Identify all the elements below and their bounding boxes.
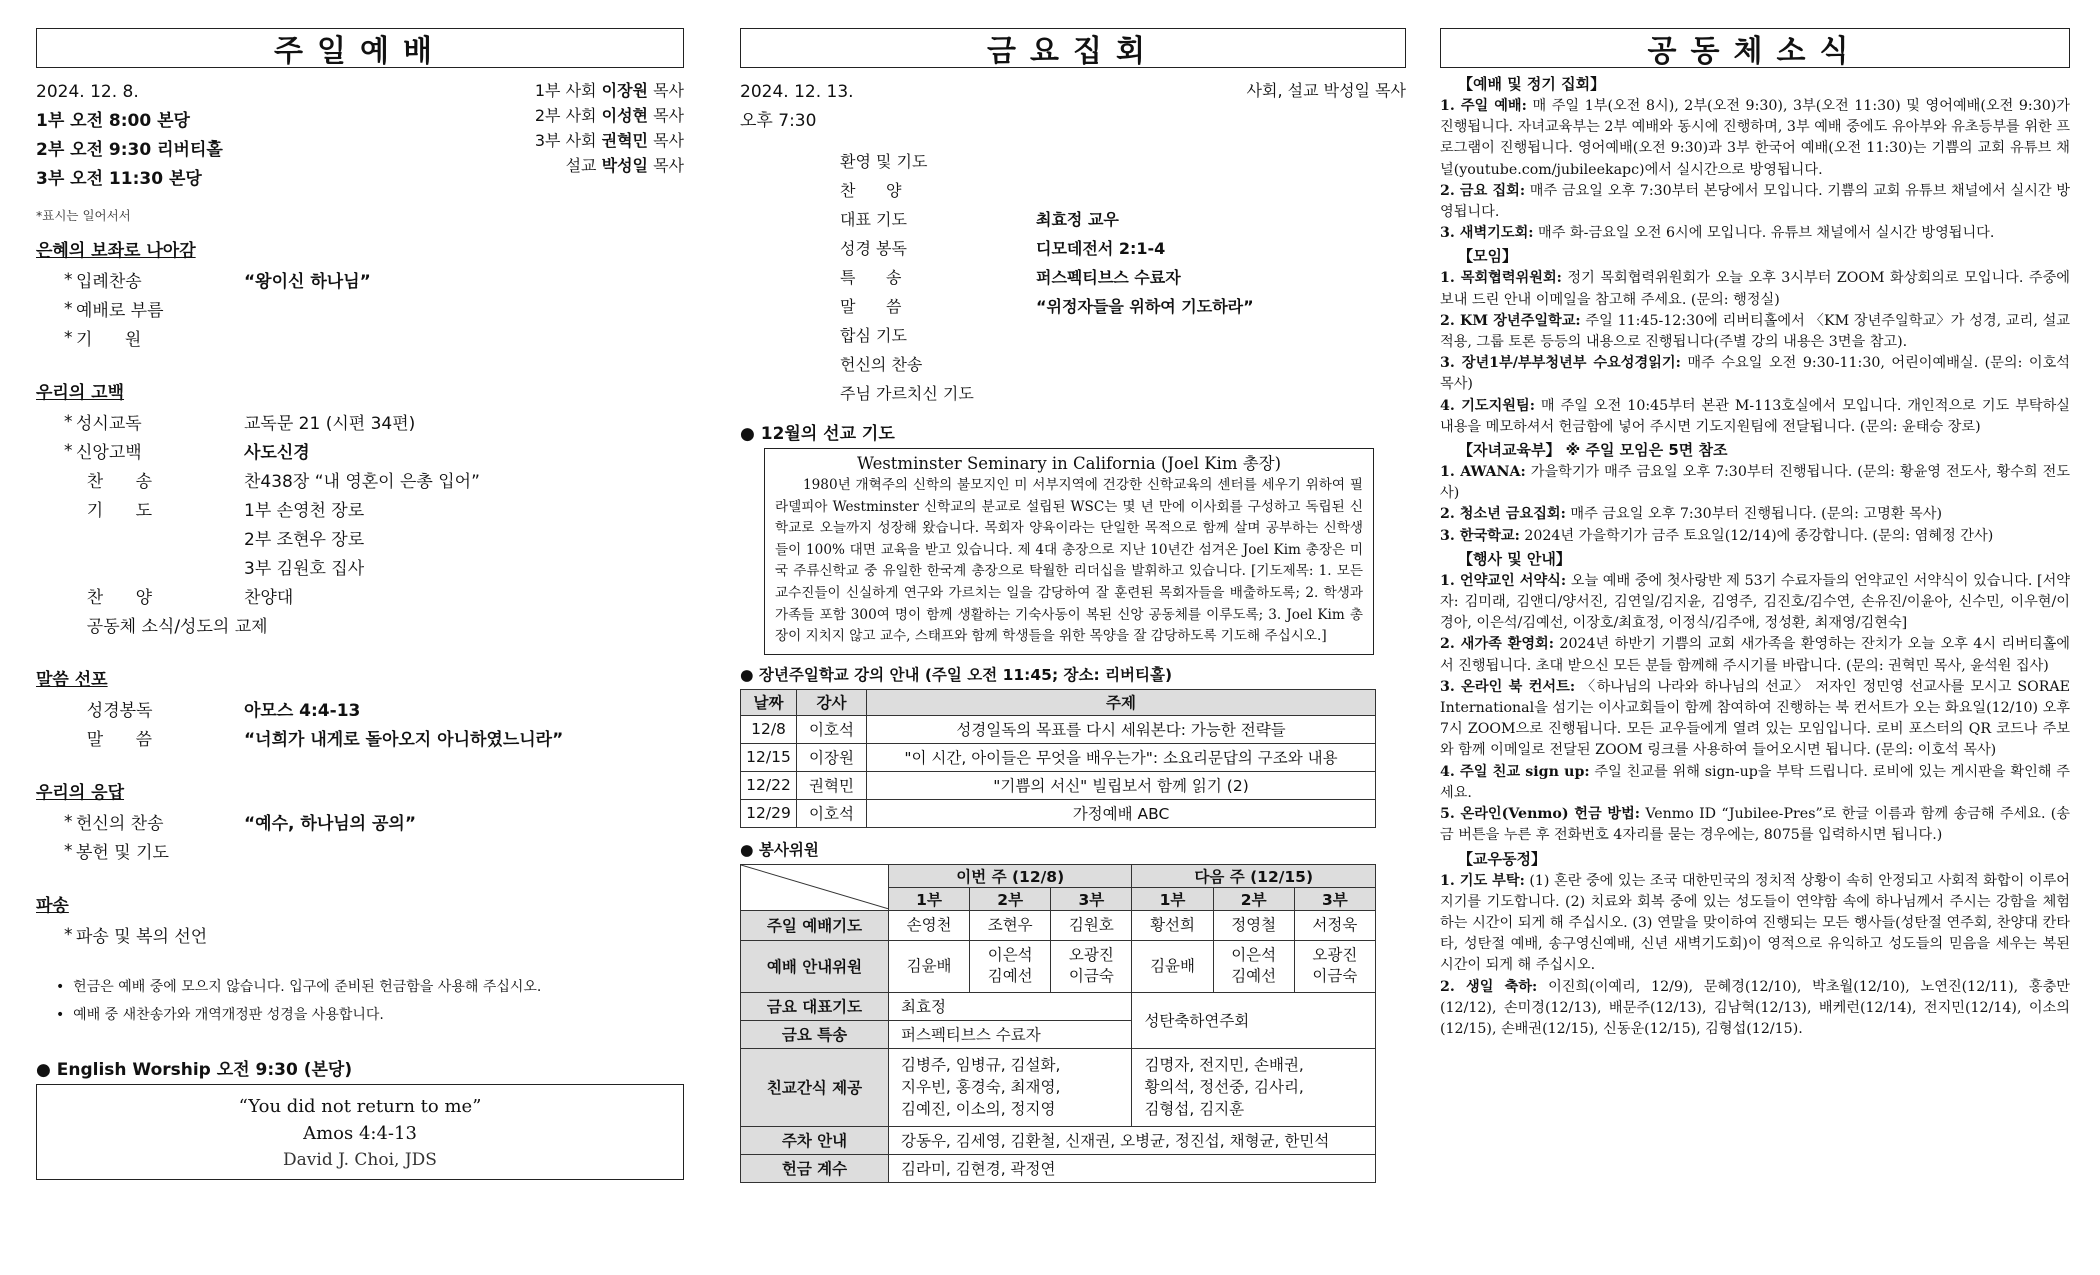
- school-table-header: 날짜 강사 주제: [741, 689, 1376, 715]
- offering-value: 김라미, 김현경, 곽정연: [889, 1154, 1376, 1182]
- fri-next-value: 성탄축하연주회: [1132, 992, 1376, 1048]
- worship-item: * 예배로 부름: [64, 298, 164, 321]
- usher-cell: 오광진 이금숙: [1051, 940, 1132, 992]
- english-worship-box: [36, 1084, 684, 1180]
- sunday-info: [36, 78, 684, 194]
- worship-item: 성경봉독 아모스 4:4-13: [76, 701, 361, 721]
- worship-item: 말 씀 “너희가 내게로 돌아오지 아니하였느니라”: [76, 730, 564, 750]
- news-item: 4. 주일 친교 sign up: 주일 친교를 위해 sign-up을 부탁 드립니다. 로비에 있는 게시판을 확인해 주세요.: [1440, 763, 2070, 801]
- sunday-column: [36, 28, 684, 1180]
- section-title: 은혜의 보좌로 나아감: [36, 241, 196, 261]
- news-section-label: 【행사 및 안내】: [1458, 549, 1571, 568]
- section-title: 파송: [36, 896, 69, 916]
- friday-order-item: 환영 및 기도: [840, 152, 928, 171]
- worship-item: 3부 김원호 집사: [244, 559, 365, 579]
- diagonal-cell: [741, 864, 889, 910]
- news-item: 2. 금요 집회: 매주 금요일 오후 7:30부터 본당에서 모입니다. 기쁨의 교회 유튜브 채널에서 실시간 방영됩니다.: [1440, 182, 2070, 221]
- friday-order-item: 합심 기도: [840, 326, 907, 345]
- standing-note: *표시는 일어서서: [36, 208, 131, 223]
- friday-header: 금요집회: [740, 28, 1406, 68]
- news-header: 공동체소식: [1440, 28, 2070, 68]
- prayer-cell: 서정욱: [1294, 910, 1375, 940]
- host-name: 권혁민: [601, 131, 648, 150]
- school-row: 12/22 권혁민 "기쁨의 서신" 빌립보서 함께 읽기 (2): [741, 771, 1376, 799]
- section-title: 말씀 선포: [36, 670, 108, 690]
- prayer-cell: 손영천: [889, 910, 970, 940]
- friday-order-item: 대표 기도 최효정 교우: [840, 210, 1119, 229]
- worship-item: 찬 양 찬양대: [76, 588, 294, 608]
- news-item: 2. 생일 축하: 이진희(이예리, 12/9), 문혜경(12/10), 박초월(12/10), 노연진(12/11), 홍충만(12/12), 손미경(12/13), 배문주(12/13), 김남혁(12/13), 배케런(12/14), 전지민(12/14), 이소의(12/15), 손배권(12/15), 신동운(12/15), 김형섭(12/15).: [1440, 978, 2071, 1037]
- host-line: 1부 사회 이장원 목사: [534, 81, 684, 100]
- parking-value: 강동우, 김세영, 김환철, 신재권, 오병균, 정진섭, 채형균, 한민석: [889, 1126, 1376, 1154]
- volunteers-table: 이번 주 (12/8) 다음 주 (12/15) 1부 2부 3부 1부 2부 3부 주일 예배기도 손영천 조현우 김원호 황선희 정영철 서정욱 예배 안내위원 김윤배 이은석 김예선 오광진 이금숙 김윤배 이은석 김예선 오광진 이금숙 금요 대표기도 최효정 성탄축하연주회 금요 특송 퍼스펙티브스 수료자 친교간식 제공 김병주, 임병규, 김설화, 지우빈, 홍경숙, 최재영, 김예진, 이소의, 정지영 김명자, 전지민, 손배권, 황의석, 정선중, 김사리, 김형섭, 김지훈 주차 안내 강동우, 김세영, 김환철, 신재권, 오병균, 정진섭, 채형균, 한민석 헌금 계수 김라미, 김현경, 곽정연: [740, 864, 1376, 1183]
- fri-special-label: 금요 특송: [741, 1020, 889, 1048]
- worship-item: * 성시교독 교독문 21 (시편 34편): [64, 411, 416, 434]
- snack-next: 김명자, 전지민, 손배권, 황의석, 정선중, 김사리, 김형섭, 김지훈: [1132, 1048, 1376, 1126]
- school-title: ● 장년주일학교 강의 안내 (주일 오전 11:45; 장소: 리버티홀): [740, 665, 1173, 684]
- prayer-cell: 조현우: [970, 910, 1051, 940]
- news-item: 1. 주일 예배: 매 주일 1부(오전 8시), 2부(오전 9:30), 3부(오전 11:30) 및 영어예배(오전 9:30)가 진행됩니다. 자녀교육부는 2부 예배와 동시에 진행하며, 3부 예배 중에도 유아부와 유초등부를 위한 프로그램이 진행됩니다. 영어예배(오전 9:30)과 3부 한국어 예배(오전 11:30)는 기쁨의 교회 유튜브 채널(youtube.com/jubileekapc)에서 실시간으로 방영됩니다.: [1440, 98, 2070, 178]
- school-row: 12/8 이호석 성경일독의 목표를 다시 세워본다: 가능한 전략들: [741, 715, 1376, 743]
- news-item: 3. 장년1부/부부청년부 수요성경읽기: 매주 수요일 오전 9:30-11:30, 어린이예배실. (문의: 이호석 목사): [1440, 355, 2070, 393]
- worship-item: * 봉헌 및 기도: [64, 840, 169, 863]
- snack-this: 김병주, 임병규, 김설화, 지우빈, 홍경숙, 최재영, 김예진, 이소의, 정지영: [889, 1048, 1132, 1126]
- news-item: 1. AWANA: 가을학기가 매주 금요일 오후 7:30부터 진행됩니다. (문의: 황윤영 전도사, 황수희 전도사): [1440, 464, 2071, 502]
- service-2: 2부 오전 9:30 리버티홀: [36, 140, 223, 160]
- usher-cell: 이은석 김예선: [970, 940, 1051, 992]
- sunday-hosts: [535, 78, 684, 194]
- english-sermon-title: “You did not return to me”: [238, 1096, 482, 1117]
- sunday-date: 2024. 12. 8.: [36, 82, 139, 102]
- diagonal-line: [741, 865, 889, 909]
- mission-box-title: Westminster Seminary in California (Joel Kim 총장): [856, 454, 1282, 473]
- worship-item: * 기 원: [64, 327, 142, 350]
- prayer-cell: 황선희: [1132, 910, 1213, 940]
- usher-label: 예배 안내위원: [741, 940, 889, 992]
- mission-title: ● 12월의 선교 기도: [740, 424, 895, 444]
- english-preacher: David J. Choi, JDS: [283, 1150, 437, 1170]
- section-title: 우리의 고백: [36, 383, 125, 403]
- news-item: 1. 언약교인 서약식: 오늘 예배 중에 첫사랑반 제 53기 수료자들의 언약교인 서약식이 있습니다. [서약자: 김미래, 김앤디/양서진, 김연일/김지윤, 김영주, 김진호/김수연, 손유진/이윤아, 신수민, 이우현/이경아, 이은석/김예선, 이장호/최효정, 이정식/김주애, 정성환, 최재영/김현숙]: [1440, 572, 2070, 632]
- host-line: 설교 박성일 목사: [565, 156, 684, 175]
- service-1: 1부 오전 8:00 본당: [36, 111, 190, 131]
- host-line: 3부 사회 권혁민 목사: [534, 131, 684, 150]
- news-column: [1440, 28, 2070, 1040]
- worship-item: * 신앙고백 사도신경: [64, 440, 310, 463]
- mission-text: 1980년 개혁주의 신학의 불모지인 미 서부지역에 건강한 신학교육의 센터를 세우기 위하여 필라델피아 Westminster 신학교의 분교로 설립된 WSC는 몇 년 만에 이사회를 구성하고 독립된 신학교로 오늘까지 성장해 왔습니다. 목회자 양육이라는 단일한 목적으로 함께 살며 공부하는 신학생들이 100% 대면 교육을 받고 있습니다. 제 4대 총장으로 지난 10년간 섬겨온 Joel Kim 총장은 미국 주류신학교 중 유일한 한국계 총장으로 탁월한 리더십을 발휘하고 있습니다. [기도제목: 1. 모든 교수진들이 신실하게 연구와 가르치는 일을 감당하여 잘 훈련된 목회자들을 배출하도록; 2. 학생과 가족들 포함 300여 명이 함께 생활하는 기숙사동이 복된 신앙 공동체를 이루도록; 3. Joel Kim 총장이 지치지 않고 교수, 스태프와 함께 학생들을 위한 목양을 잘 감당하도록 기도해 주십시오.]: [775, 477, 1363, 645]
- news-item: 3. 온라인 북 컨서트: 〈하나님의 나라와 하나님의 선교〉 저자인 정민영 선교사를 모시고 SORAE International을 섬기는 이사교회들이 함께 참여하여 진행하는 북 컨서트가 오는 화요일(12/10) 오후 7시 ZOOM으로 진행됩니다. 모든 교우들에게 열려 있는 모임입니다. 로비 포스터의 QR 코드나 주보와 함께 이메일로 전달된 ZOOM 링크를 사용하여 들어오시면 됩니다. (문의: 이호석 목사): [1440, 678, 2070, 759]
- worship-item: 찬 송 찬438장 “내 영혼이 은총 입어”: [76, 472, 480, 492]
- friday-date: 2024. 12. 13.: [740, 82, 854, 102]
- host-name: 박성일: [601, 156, 648, 175]
- prayer-cell: 김원호: [1051, 910, 1132, 940]
- mission-box: [764, 448, 1374, 655]
- section-title: 우리의 응답: [36, 783, 125, 803]
- offering-label: 헌금 계수: [741, 1154, 889, 1182]
- news-item: 3. 새벽기도회: 매주 화-금요일 오전 6시에 모입니다. 유튜브 채널에서 실시간 방영됩니다.: [1440, 225, 1995, 242]
- friday-host: 사회, 설교 박성일 목사: [1246, 81, 1406, 100]
- usher-cell: 김윤배: [889, 940, 970, 992]
- worship-item: 공동체 소식/성도의 교제: [76, 617, 268, 637]
- host-line: 2부 사회 이성현 목사: [534, 106, 684, 125]
- friday-info: [740, 78, 1406, 136]
- prayer-label: 주일 예배기도: [741, 910, 889, 940]
- order-of-worship: [36, 236, 684, 949]
- parking-label: 주차 안내: [741, 1126, 889, 1154]
- english-scripture: Amos 4:4-13: [303, 1123, 417, 1144]
- fri-special-value: 퍼스펙티브스 수료자: [889, 1020, 1132, 1048]
- news-item: 5. 온라인(Venmo) 헌금 방법: Venmo ID “Jubilee-Pres”로 한글 이름과 함께 송금해 주세요. (송금 버튼을 누른 후 전화번호 4자리를 묻는 경우에는, 8075를 입력하시면 됩니다.): [1440, 806, 2070, 844]
- usher-cell: 김윤배: [1132, 940, 1213, 992]
- news-item: 2. KM 장년주일학교: 주일 11:45-12:30에 리버티홀에서 〈KM 장년주일학교〉가 성경, 교리, 설교 적용, 그룹 토론 등등의 내용으로 진행됩니다(주별 강의 내용은 3면을 참고).: [1440, 312, 2070, 351]
- host-name: 이장원: [601, 81, 648, 100]
- news-item: 2. 새가족 환영회: 2024년 하반기 기쁨의 교회 새가족을 환영하는 잔치가 오늘 오후 4시 리버티홀에서 진행됩니다. 초대 받으신 모든 분들 함께해 주시기를 바랍니다. (문의: 권혁민 목사, 윤석원 집사): [1440, 636, 2070, 674]
- news-section-label: 【모임】: [1458, 247, 1517, 266]
- news-section-label: 【예배 및 정기 집회】: [1458, 75, 1606, 93]
- friday-order-item: 찬 양: [840, 181, 902, 200]
- usher-cell: 이은석 김예선: [1213, 940, 1294, 992]
- friday-order-item: 말 씀 “위정자들을 위하여 기도하라”: [840, 297, 1254, 316]
- friday-time: 오후 7:30: [740, 111, 817, 131]
- sunday-notices: [36, 973, 684, 1029]
- fri-prayer-value: 최효정: [889, 992, 1132, 1020]
- news-item: 2. 청소년 금요집회: 매주 금요일 오후 7:30부터 진행됩니다. (문의: 고명환 목사): [1440, 506, 1942, 523]
- school-table: [740, 689, 1376, 828]
- worship-item: * 헌신의 찬송 “예수, 하나님의 공의”: [64, 811, 417, 834]
- prayer-cell: 정영철: [1213, 910, 1294, 940]
- this-week-header: 이번 주 (12/8): [889, 864, 1132, 887]
- friday-order-item: 헌신의 찬송: [840, 355, 923, 374]
- service-3: 3부 오전 11:30 본당: [36, 169, 202, 189]
- usher-cell: 오광진 이금숙: [1294, 940, 1375, 992]
- notice-1: • 헌금은 예배 중에 모으지 않습니다. 입구에 준비된 헌금함을 사용해 주십시오.: [56, 979, 542, 995]
- volunteers-title: ● 봉사위원: [740, 840, 819, 859]
- friday-order: [740, 146, 1406, 407]
- friday-order-item: 특 송 퍼스펙티브스 수료자: [840, 268, 1181, 287]
- sunday-header: 주일예배: [36, 28, 684, 68]
- host-name: 이성현: [601, 106, 648, 125]
- friday-column: [740, 28, 1406, 1183]
- news-section-label: 【자녀교육부】 ※ 주일 모임은 5면 참조: [1458, 441, 1728, 460]
- news-section-label: 【교우동정】: [1458, 849, 1546, 868]
- friday-order-item: 성경 봉독 디모데전서 2:1-4: [840, 239, 1166, 258]
- fri-prayer-label: 금요 대표기도: [741, 992, 889, 1020]
- news-body: [1440, 72, 2070, 1040]
- news-item: 3. 한국학교: 2024년 가을학기가 금주 토요일(12/14)에 종강합니다. (문의: 염혜정 간사): [1440, 527, 1994, 544]
- worship-item: * 입례찬송 “왕이신 하나님”: [64, 269, 371, 292]
- worship-item: 2부 조현우 장로: [244, 530, 365, 550]
- snack-label: 친교간식 제공: [741, 1048, 889, 1126]
- news-item: 4. 기도지원팀: 매 주일 오전 10:45부터 본관 M-113호실에서 모입니다. 개인적으로 기도 부탁하실 내용을 메모하셔서 헌금함에 넣어 주시면 기도지원팀에 전달됩니다. (문의: 윤태승 장로): [1440, 397, 2071, 435]
- english-worship-title: ● English Worship 오전 9:30 (본당): [36, 1060, 353, 1080]
- worship-item: 기 도 1부 손영천 장로: [76, 501, 365, 521]
- news-item: 1. 기도 부탁: (1) 혼란 중에 있는 조국 대한민국의 정치적 상황이 속히 안정되고 사회적 화합이 이루어지기를 기도합니다. (2) 치료와 회복 중에 있는 성도들이 연약함 속에 하나님께서 주시는 강함을 체험하는 시간이 되게 해 주십시오. (3) 연말을 맞이하여 진행되는 모든 행사들(성탄절 연주회, 찬양대 칸타타, 성탄절 예배, 송구영신예배, 신년 새벽기도회)이 영적으로 유익하고 성도들의 믿음을 세우는 복된 시간이 되게 해 주십시오.: [1440, 872, 2071, 974]
- notice-2: • 예배 중 새찬송가와 개역개정판 성경을 사용합니다.: [56, 1007, 384, 1023]
- school-row: 12/29 이호석 가정예배 ABC: [741, 799, 1376, 827]
- next-week-header: 다음 주 (12/15): [1132, 864, 1376, 887]
- school-row: 12/15 이장원 "이 시간, 아이들은 무엇을 배우는가": 소요리문답의 구조와 내용: [741, 743, 1376, 771]
- news-item: 1. 목회협력위원회: 정기 목회협력위원회가 오늘 오후 3시부터 ZOOM 화상회의로 모입니다. 주중에 보내 드린 안내 이메일을 참고해 주세요. (문의: 행정실): [1440, 270, 2070, 308]
- worship-item: * 파송 및 복의 선언: [64, 924, 208, 947]
- friday-order-item: 주님 가르치신 기도: [840, 384, 974, 403]
